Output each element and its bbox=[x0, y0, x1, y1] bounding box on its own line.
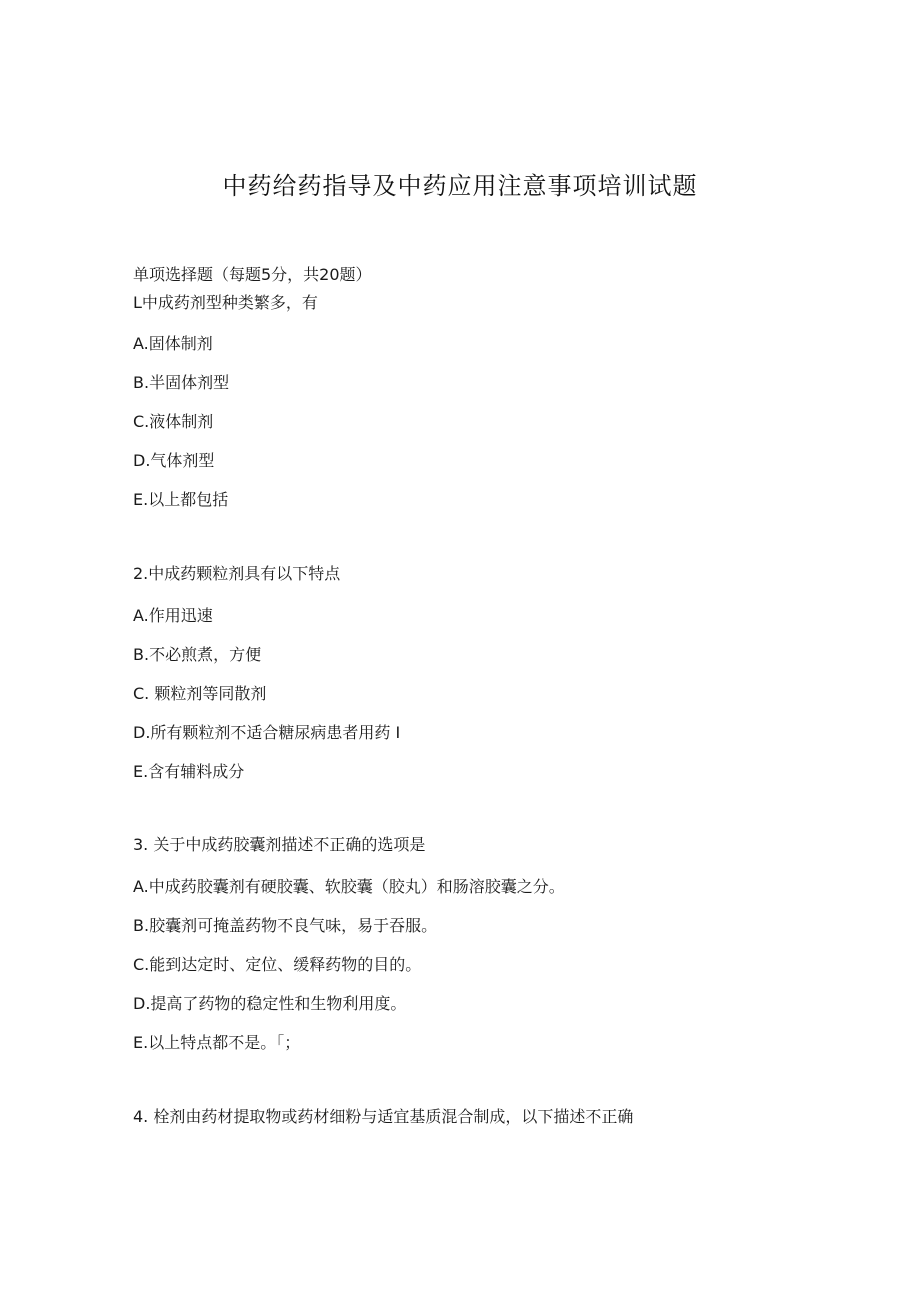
option-e: E.含有辅料成分 bbox=[133, 762, 245, 781]
question-stem: 3. 关于中成药胶囊剂描述不正确的选项是 bbox=[133, 835, 426, 854]
option-a: A.作用迅速 bbox=[133, 606, 213, 625]
document-title: 中药给药指导及中药应用注意事项培训试题 bbox=[222, 172, 698, 200]
option-c: C.液体制剂 bbox=[133, 412, 214, 431]
question-stem: 4. 栓剂由药材提取物或药材细粉与适宜基质混合制成，以下描述不正确 bbox=[133, 1107, 634, 1126]
option-c: C.能到达定时、定位、缓释药物的目的。 bbox=[133, 955, 422, 974]
option-d: D.气体剂型 bbox=[133, 451, 215, 470]
option-a: A.中成药胶囊剂有硬胶囊、软胶囊（胶丸）和肠溶胶囊之分。 bbox=[133, 877, 565, 896]
question-stem: 2.中成药颗粒剂具有以下特点 bbox=[133, 564, 341, 583]
option-c: C. 颗粒剂等同散剂 bbox=[133, 684, 267, 703]
option-b: B.胶囊剂可掩盖药物不良气味，易于吞服。 bbox=[133, 916, 438, 935]
option-b: B.不必煎煮，方便 bbox=[133, 645, 262, 664]
option-d: D.所有颗粒剂不适合糖尿病患者用药 I bbox=[133, 723, 401, 742]
option-d: D.提高了药物的稳定性和生物利用度。 bbox=[133, 994, 407, 1013]
section-header: 单项选择题（每题5分，共20题） bbox=[133, 265, 372, 284]
option-e: E.以上都包括 bbox=[133, 490, 229, 509]
option-a: A.固体制剂 bbox=[133, 334, 213, 353]
option-b: B.半固体剂型 bbox=[133, 373, 230, 392]
option-e: E.以上特点都不是。「； bbox=[133, 1033, 301, 1052]
question-stem: L中成药剂型种类繁多，有 bbox=[133, 293, 318, 312]
